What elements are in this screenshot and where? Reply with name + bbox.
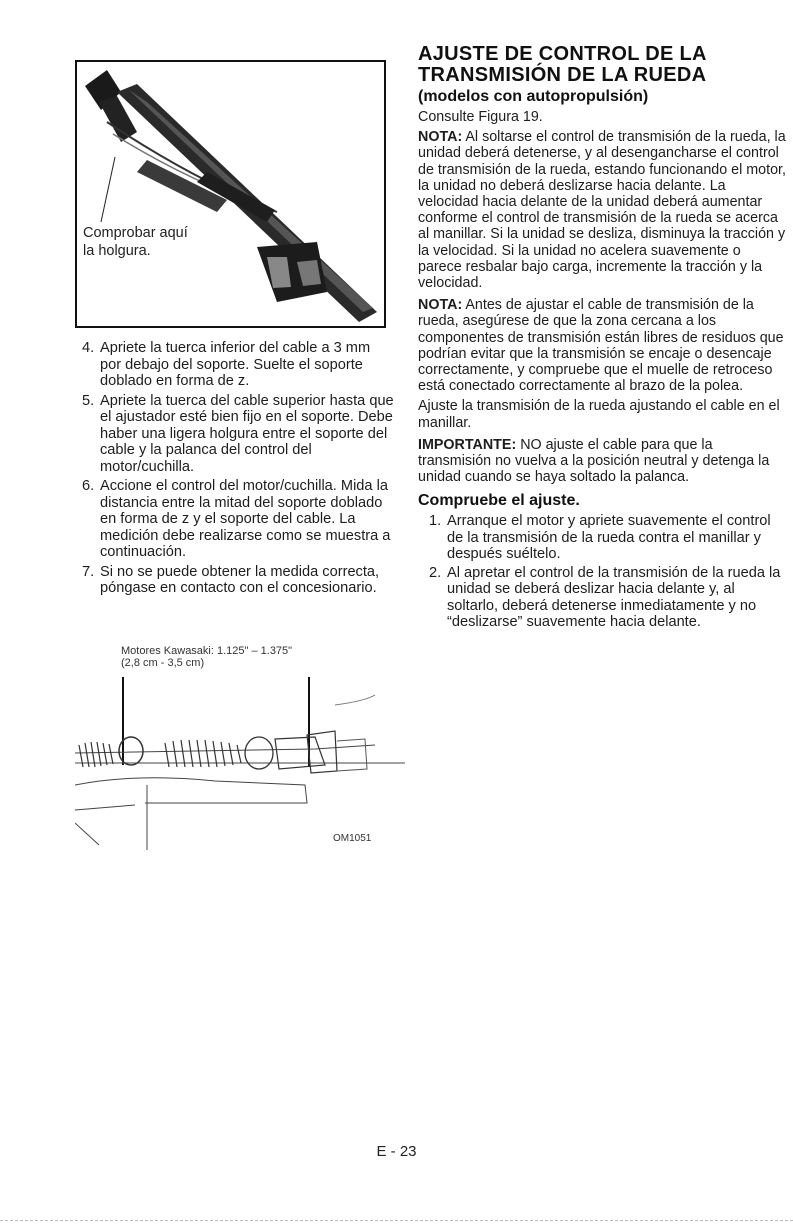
handle-illustration [77, 62, 386, 328]
adjust-paragraph: Ajuste la transmisión de la rueda ajustando el cable en el manillar. [418, 398, 780, 431]
note-2-text: Antes de ajustar el cable de transmisión de la rueda, asegúrese de que la zona cercana a los componentes de transmisión están libres de residuos que podrían evitar que la transmisión se encaje o desencaje correctamente, y compruebe que el muelle de retroceso está conectado correctamente al brazo de la polea. [418, 297, 784, 395]
note-1-label: NOTA: [418, 129, 463, 146]
figure-reference: Consulte Figura 19. [418, 109, 543, 125]
figure1-label-line1: Comprobar aquí [83, 225, 188, 241]
note-2-label: NOTA: [418, 297, 463, 314]
note-1 [418, 129, 786, 291]
figure1-label-line2: la holgura. [83, 243, 151, 259]
spring-illustration [75, 645, 405, 850]
list-item: 7. Si no se puede obtener la medida correcta, póngase en contacto con el concesionario. [82, 563, 380, 596]
list-item: 4. Apriete la tuerca inferior del cable a 3 mm por debajo del soporte. Suelte el soporte doblado en forma de z. [82, 340, 371, 389]
page-number: E - 23 [376, 1143, 417, 1160]
figure2-caption-line2: (2,8 cm - 3,5 cm) [121, 657, 205, 669]
note-1-text: Al soltarse el control de transmisión de la rueda, la unidad deberá detenerse, y al desengancharse el control de transmisión de la rueda, estando funcionando el motor, la unidad no deberá deslizarse hacia delante. La velocidad hacia delante de la unidad deberá aumentar conforme el control de transmisión de la rueda se acerca al manillar. Si la unidad se desliza, disminuya la tracción y la velocidad. Si la unidad no acelera suavemente o parece resbalar bajo carga, incremente la tracción y la velocidad. [418, 129, 786, 292]
figure2-code: OM1051 [333, 833, 372, 844]
figure2-caption-line1: Motores Kawasaki: 1.125" – 1.375" [121, 645, 293, 657]
note-2 [418, 297, 786, 394]
section-title-line2: TRANSMISIÓN DE LA RUEDA [418, 64, 707, 86]
section-title-line1: AJUSTE DE CONTROL DE LA [418, 43, 707, 65]
list-item: 5. Apriete la tuerca del cable superior hasta que el ajustador esté bien fijo en el soporte. Debe haber una ligera holgura entre el soporte del cable y la palanca del control del motor/cuchilla. [82, 392, 394, 475]
important-text: NO ajuste el cable para que la transmisión no vuelva a la posición neutral y detenga la unidad cuando se haya soltado la palanca. [418, 436, 770, 486]
bottom-edge [0, 1220, 793, 1221]
list-item: 6. Accione el control del motor/cuchilla. Mida la distancia entre la mitad del soporte doblado en forma de z y el soporte del cable. La medición debe realizarse como se muestra a continuación. [82, 478, 391, 560]
important-label: IMPORTANTE: [418, 436, 517, 453]
list-item: 2. Al apretar el control de la transmisión de la rueda la unidad se deberá deslizar hacia delante y, al soltarlo, deberá detenerse inmediatamente y no “deslizarse” suavemente hacia delante. [429, 564, 781, 631]
important-note [418, 437, 786, 486]
figure-handle-cable-slack [75, 60, 386, 328]
section-subtitle: (modelos con autopropulsión) [418, 88, 649, 105]
check-steps-list [422, 513, 786, 631]
figure-spring-measurement [75, 645, 405, 850]
list-item: 1. Arranque el motor y apriete suavemente el control de la transmisión de la rueda contra el manillar y después suéltelo. [429, 513, 771, 563]
check-heading: Compruebe el ajuste. [418, 492, 580, 510]
left-steps-list [75, 340, 395, 597]
right-column [418, 44, 786, 631]
